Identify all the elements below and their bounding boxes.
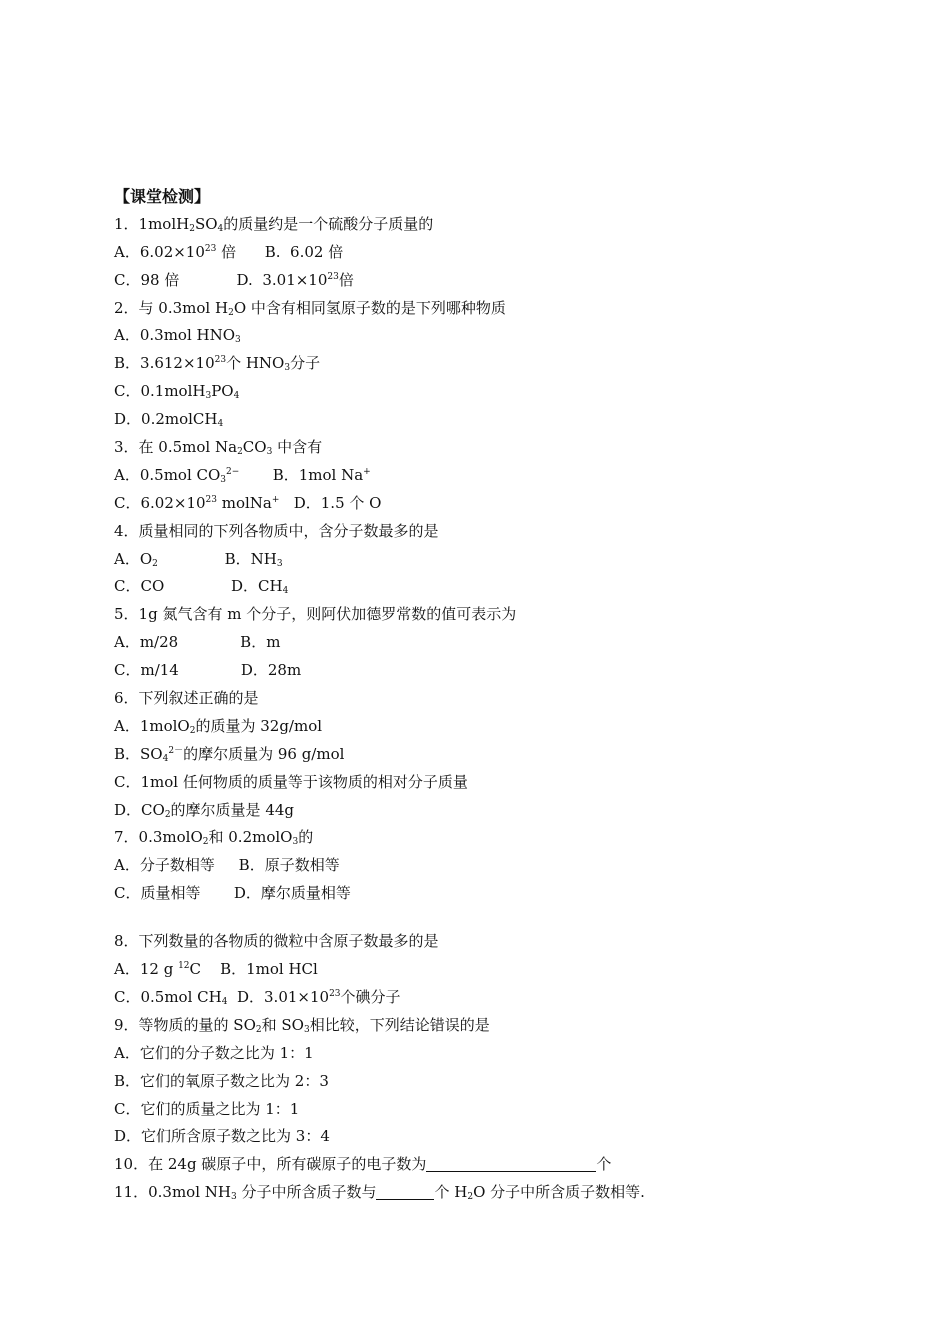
- quiz-content: [114, 183, 874, 1207]
- text-run: 9．等物质的量的 SO: [114, 1015, 256, 1034]
- q10-stem: [114, 1151, 874, 1179]
- q5-options-cd: [114, 657, 874, 685]
- text-run: molNa: [216, 493, 272, 512]
- text-run: 的摩尔质量为 96 g/mol: [183, 744, 345, 763]
- text-run: B．1mol Na: [239, 465, 364, 484]
- text-run: 倍 B. 6.02 倍: [216, 242, 344, 261]
- text-run: 4: [217, 223, 224, 234]
- text-run: 个 HNO: [226, 354, 285, 373]
- q1-options-ab: [114, 239, 874, 267]
- text-run: C B．1mol HCl: [189, 960, 318, 979]
- text-run: O 分子中所含质子数相等.: [473, 1183, 645, 1202]
- text-run: 3: [276, 558, 283, 569]
- q5-options-ab: [114, 629, 874, 657]
- text-run: 分子: [290, 354, 321, 373]
- text-run: 分子中所含质子数与: [236, 1183, 377, 1202]
- text-run: 3: [292, 837, 299, 848]
- q2-option-d: [114, 406, 874, 434]
- text-run: 4: [282, 586, 289, 597]
- q9-option-d: [114, 1123, 874, 1151]
- text-run: 2: [189, 725, 196, 736]
- q11-stem: [114, 1179, 874, 1207]
- text-run: A．分子数相等 B．原子数相等: [114, 856, 340, 875]
- text-run: 3: [230, 1192, 237, 1203]
- text-run: C．1mol 任何物质的质量等于该物质的相对分子质量: [114, 772, 468, 791]
- text-run: 4: [233, 391, 240, 402]
- q7-stem: [114, 824, 874, 852]
- text-run: 2: [164, 809, 171, 820]
- text-run: PO: [211, 382, 234, 401]
- text-run: 12: [178, 961, 190, 972]
- text-run: A．它们的分子数之比为 1：1: [114, 1043, 314, 1062]
- text-run: 4: [221, 996, 228, 1007]
- q5-stem: [114, 601, 874, 629]
- text-run: 2: [152, 558, 158, 569]
- text-run: 的摩尔质量是 44g: [170, 800, 295, 819]
- text-run: 和 0.2molO: [208, 828, 293, 847]
- text-run: 1．1molH: [114, 214, 190, 233]
- q7-options-ab: [114, 852, 874, 880]
- text-run: 2: [189, 223, 195, 234]
- text-run: A．0.5mol CO: [114, 465, 221, 484]
- q1-stem: [114, 211, 874, 239]
- text-run: CO: [242, 438, 267, 457]
- q6-option-b: [114, 741, 874, 769]
- q6-stem: [114, 685, 874, 713]
- text-run: 的: [298, 828, 314, 847]
- text-run: B．它们的氧原子数之比为 2：3: [114, 1071, 329, 1090]
- q6-option-d: [114, 797, 874, 825]
- text-run: 4: [162, 753, 169, 764]
- text-run: 3．在 0.5mol Na: [114, 438, 238, 457]
- text-run: 2: [202, 837, 209, 848]
- text-run: 2: [467, 1192, 474, 1203]
- text-run: 个 H: [434, 1183, 468, 1202]
- text-run: 3: [220, 474, 227, 485]
- q4-options-ab: [114, 546, 874, 574]
- text-run: 个碘分子: [340, 987, 401, 1006]
- text-run: +: [271, 494, 280, 505]
- text-run: 倍: [338, 270, 354, 289]
- text-run: B．3.612×10: [114, 354, 215, 373]
- q7-options-cd: [114, 880, 874, 908]
- q2-option-c: [114, 378, 874, 406]
- text-run: 2: [237, 447, 243, 458]
- q4-stem: [114, 518, 874, 546]
- text-run: D．1.5 个 O: [279, 493, 382, 512]
- text-run: 7．0.3molO: [114, 828, 203, 847]
- text-run: 10．在 24g 碳原子中，所有碳原子的电子数为: [114, 1155, 427, 1174]
- text-run: 2: [255, 1024, 262, 1035]
- text-run: 3: [303, 1024, 310, 1035]
- text-run: +: [363, 466, 371, 477]
- text-run: 个: [596, 1155, 612, 1174]
- text-run: 2: [228, 307, 234, 318]
- text-run: 5．1g 氮气含有 m 个分子，则阿伏加德罗常数的值可表示为: [114, 605, 517, 624]
- text-run: A．O: [114, 549, 153, 568]
- text-run: C．6.02×10: [114, 493, 206, 512]
- spacer: [114, 908, 874, 928]
- text-run: B．NH: [157, 549, 277, 568]
- answer-blank[interactable]: [376, 1183, 434, 1200]
- text-run: C．0.5mol CH: [114, 987, 222, 1006]
- q9-option-b: [114, 1068, 874, 1096]
- text-run: 的质量约是一个硫酸分子质量的: [223, 214, 434, 233]
- text-run: 和 SO: [261, 1015, 304, 1034]
- text-run: O 中含有相同氢原子数的是下列哪种物质: [233, 298, 506, 317]
- q3-stem: [114, 434, 874, 462]
- q9-option-a: [114, 1040, 874, 1068]
- text-run: 4: [217, 419, 224, 430]
- text-run: D．0.2molCH: [114, 410, 218, 429]
- q6-option-a: [114, 713, 874, 741]
- text-run: C．m/14 D．28m: [114, 661, 302, 680]
- text-run: 3: [205, 391, 212, 402]
- q2-option-a: [114, 322, 874, 350]
- text-run: 23: [327, 271, 339, 282]
- q9-option-c: [114, 1096, 874, 1124]
- text-run: 中含有: [272, 438, 323, 457]
- text-run: 23: [329, 988, 341, 999]
- text-run: D．CO: [114, 800, 165, 819]
- q8-stem: [114, 928, 874, 956]
- text-run: A．0.3mol HNO: [114, 326, 236, 345]
- text-run: 相比较，下列结论错误的是: [309, 1015, 490, 1034]
- q9-stem: [114, 1012, 874, 1040]
- text-run: 的质量为 32g/mol: [195, 716, 323, 735]
- text-run: 4．质量相同的下列各物质中，含分子数最多的是: [114, 521, 439, 540]
- q8-options-cd: [114, 984, 874, 1012]
- text-run: 23: [205, 494, 217, 505]
- text-run: C．CO D．CH: [114, 577, 283, 596]
- text-run: C．0.1molH: [114, 382, 206, 401]
- q6-option-c: [114, 769, 874, 797]
- text-run: 3: [266, 447, 273, 458]
- text-run: 23: [204, 243, 217, 254]
- text-run: 2．与 0.3mol H: [114, 298, 229, 317]
- q2-option-b: [114, 350, 874, 378]
- q1-options-cd: [114, 267, 874, 295]
- text-run: 3: [235, 335, 241, 346]
- text-run: 11．0.3mol NH: [114, 1183, 231, 1202]
- text-run: SO: [194, 214, 218, 233]
- text-run: A．6.02×10: [114, 242, 205, 261]
- text-run: C．它们的质量之比为 1：1: [114, 1099, 300, 1118]
- text-run: C．质量相等 D．摩尔质量相等: [114, 884, 351, 903]
- text-run: A．1molO: [114, 716, 190, 735]
- text-run: 23: [214, 355, 227, 366]
- text-run: A．m/28 B．m: [114, 633, 281, 652]
- text-run: 6．下列叙述正确的是: [114, 689, 259, 708]
- text-run: B．SO: [114, 744, 163, 763]
- q8-options-ab: [114, 956, 874, 984]
- text-run: 8．下列数量的各物质的微粒中含原子数最多的是: [114, 932, 439, 951]
- text-run: 2－: [168, 745, 184, 756]
- text-run: C．98 倍 D. 3.01×10: [114, 270, 328, 289]
- q3-options-cd: [114, 490, 874, 518]
- text-run: 2−: [226, 466, 240, 477]
- section-title: 【课堂检测】: [114, 187, 211, 206]
- text-run: D．3.01×10: [227, 987, 330, 1006]
- q4-options-cd: [114, 573, 874, 601]
- answer-blank[interactable]: [426, 1155, 596, 1172]
- q3-options-ab: [114, 462, 874, 490]
- text-run: D．它们所含原子数之比为 3：4: [114, 1127, 330, 1146]
- text-run: 3: [284, 363, 291, 374]
- text-run: A．12 g: [114, 960, 179, 979]
- q2-stem: [114, 295, 874, 323]
